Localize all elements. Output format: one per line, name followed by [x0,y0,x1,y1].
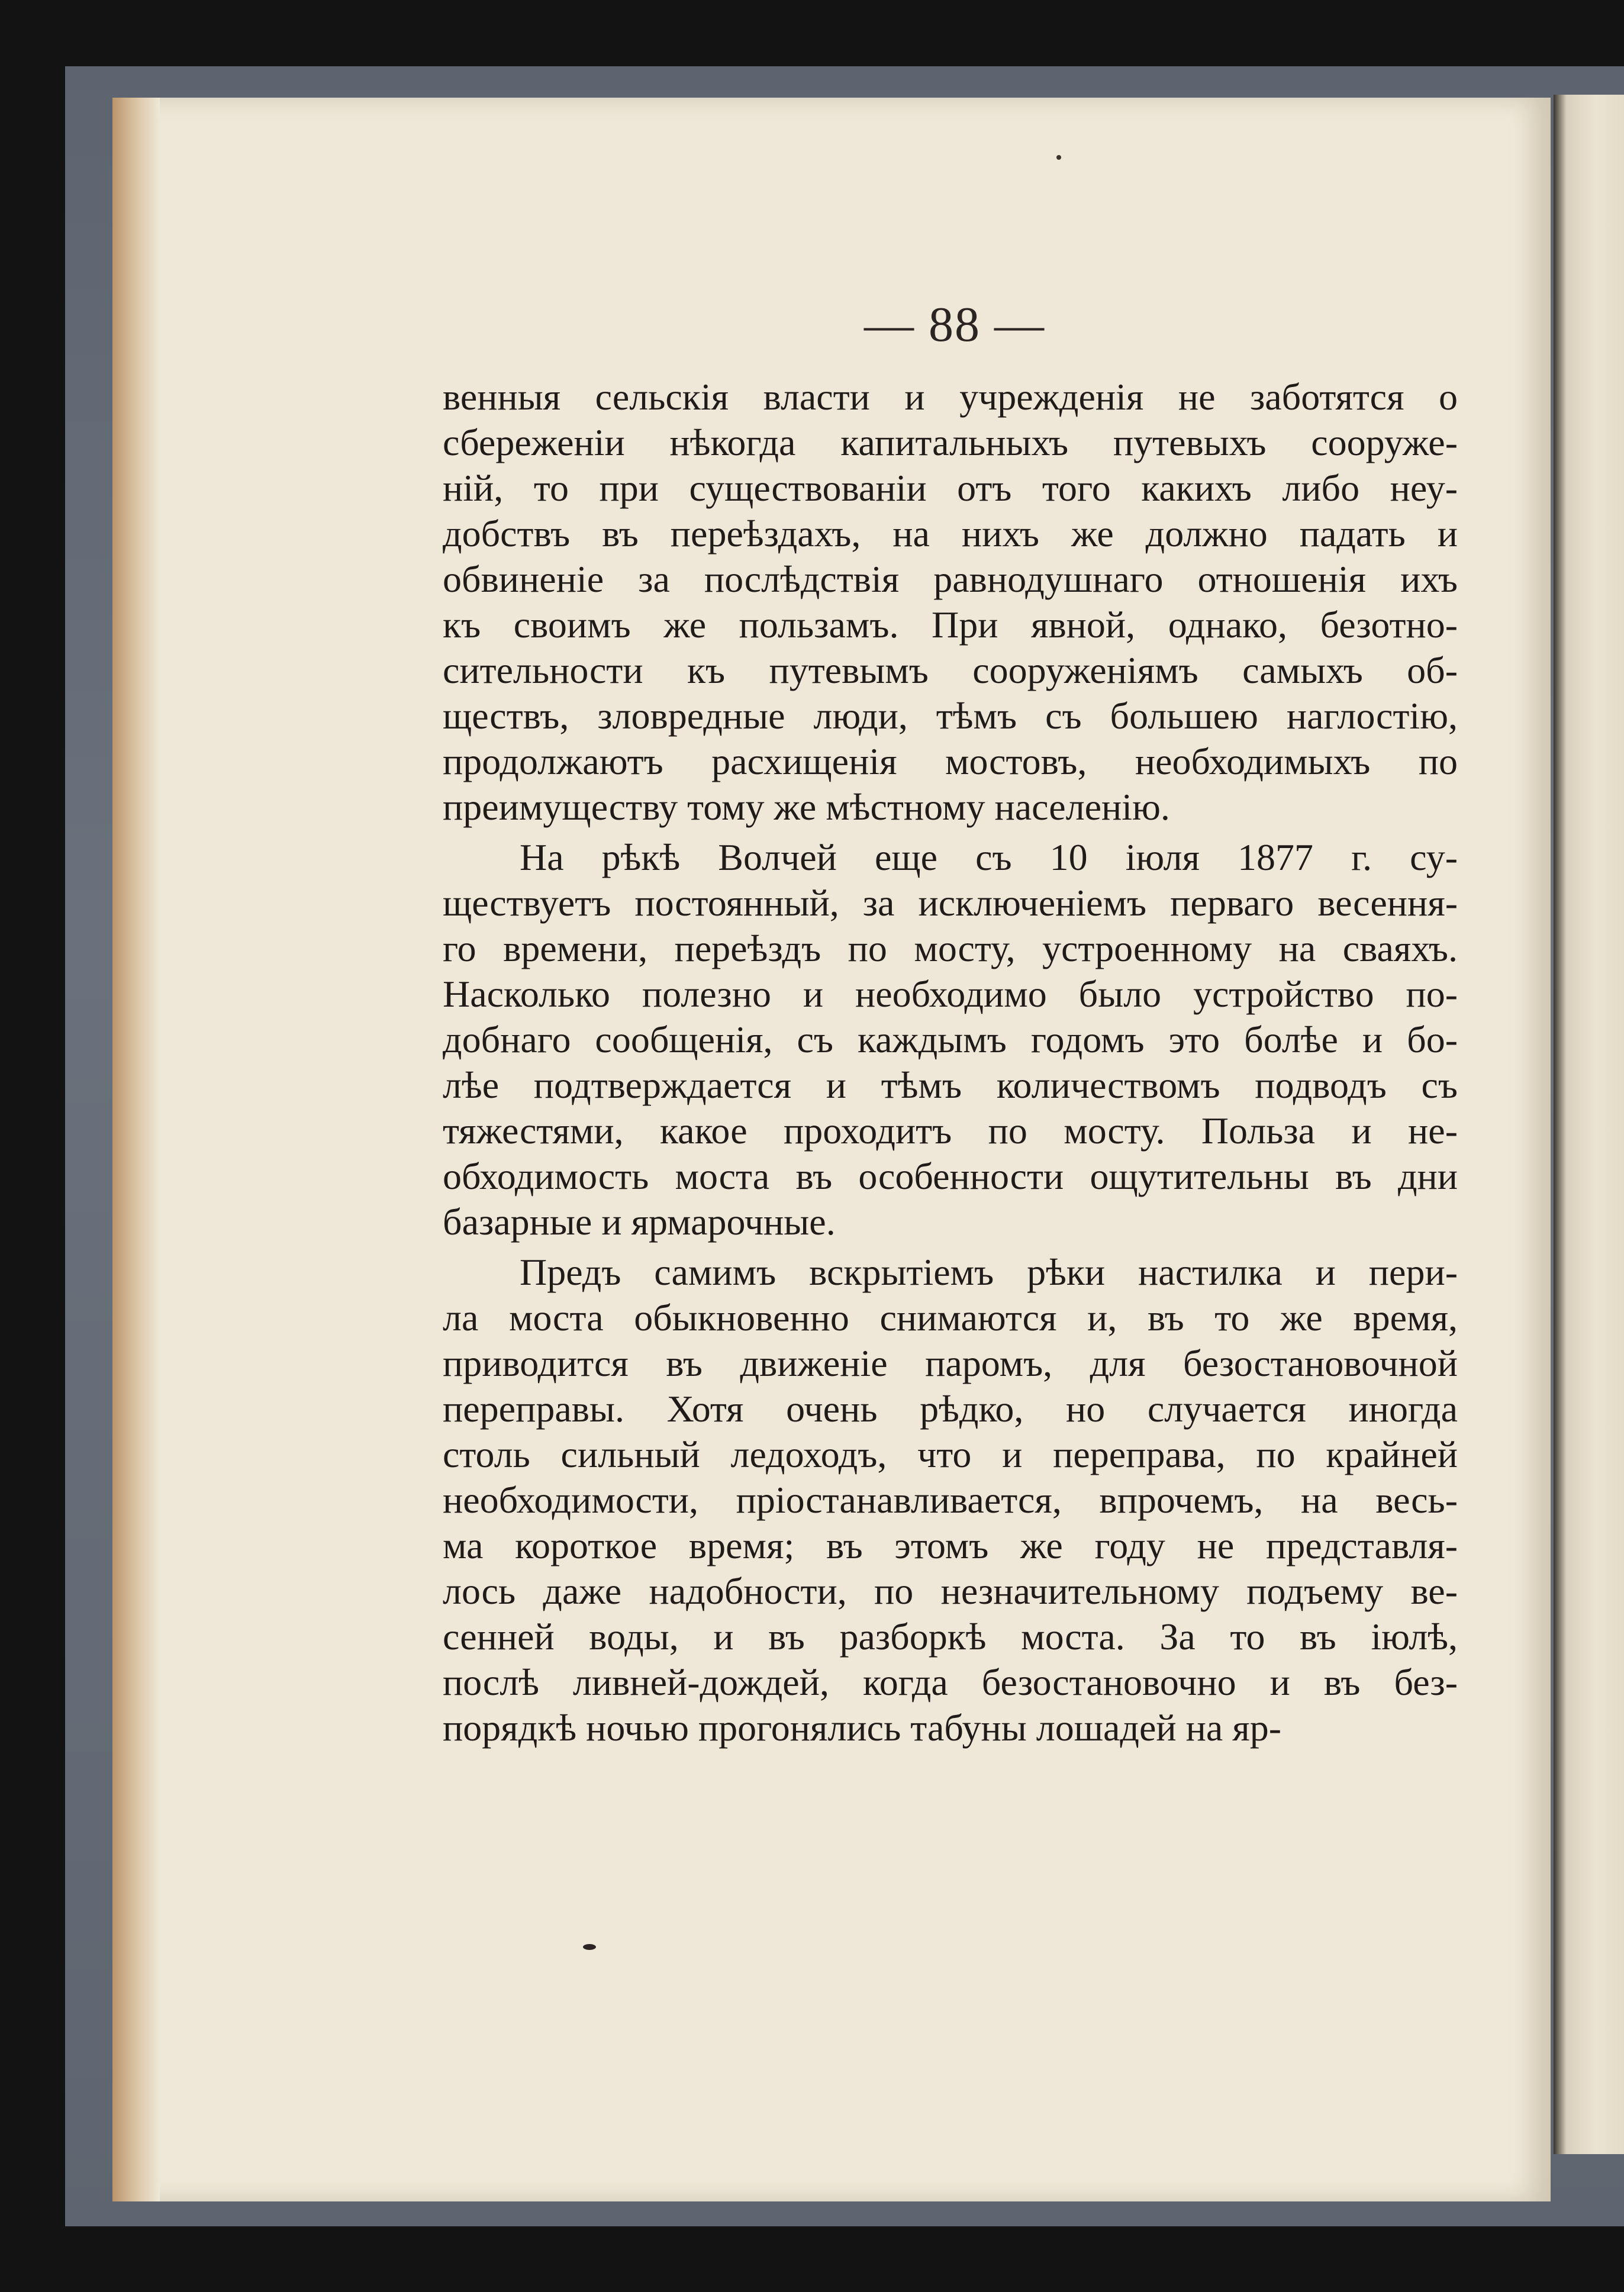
text-line: ществъ, зловредные люди, тѣмъ съ большею наглостію, [443,695,1458,737]
text-line: сительности къ путевымъ сооруженіямъ самыхъ об- [443,649,1458,691]
text-line: переправы. Хотя очень рѣдко, но случается иногда [443,1388,1458,1430]
ink-mark [583,1944,596,1950]
text-line: венныя сельскія власти и учрежденія не заботятся о [443,376,1458,418]
paragraph [443,1249,1458,1751]
text-line: ла моста обыкновенно снимаются и, въ то же время, [443,1297,1458,1339]
text-line: Предъ самимъ вскрытіемъ рѣки настилка и пери- [520,1251,1458,1293]
text-line: приводится въ движеніе паромъ, для безостановочной [443,1342,1458,1384]
text-line: ма короткое время; въ этомъ же году не представля- [443,1524,1458,1566]
paragraph [443,374,1458,830]
text-line: сбереженіи нѣкогда капитальныхъ путевыхъ сооруже- [443,421,1458,463]
text-line: сенней воды, и въ разборкѣ моста. За то въ іюлѣ, [443,1616,1458,1658]
text-line: ній, то при существованіи отъ того какихъ либо неу- [443,467,1458,509]
text-line: лось даже надобности, по незначительному подъему ве- [443,1570,1458,1612]
text-line: необходимости, пріостанавливается, впрочемъ, на весь- [443,1479,1458,1521]
text-line: продолжаютъ расхищенія мостовъ, необходимыхъ по [443,740,1458,782]
text-line: преимуществу тому же мѣстному населенію. [443,786,1170,828]
adjacent-page-edge [1554,95,1624,2154]
text-line: лѣе подтверждается и тѣмъ количествомъ подводъ съ [443,1064,1458,1106]
paragraph [443,834,1458,1245]
text-line: ществуетъ постоянный, за исключеніемъ перваго весення- [443,882,1458,924]
body-text [443,374,1458,1755]
page-gutter-shadow [112,98,160,2201]
text-line: Насколько полезно и необходимо было устройство по- [443,973,1458,1015]
page-number: — 88 — [864,297,1045,352]
text-line: обходимость моста въ особенности ощутительны въ дни [443,1155,1458,1197]
text-line: го времени, переѣздъ по мосту, устроенному на сваяхъ. [443,927,1458,969]
text-line: обвиненіе за послѣдствія равнодушнаго отношенія ихъ [443,558,1458,600]
text-line: добствъ въ переѣздахъ, на нихъ же должно падать и [443,512,1458,555]
text-line: На рѣкѣ Волчей еще съ 10 іюля 1877 г. су- [520,836,1458,878]
text-line: послѣ ливней-дождей, когда безостановочно и въ без- [443,1661,1458,1703]
text-line: порядкѣ ночью прогонялись табуны лошадей на яр- [443,1707,1282,1749]
text-line: добнаго сообщенія, съ каждымъ годомъ это болѣе и бо- [443,1018,1458,1060]
text-line: столь сильный ледоходъ, что и переправа, по крайней [443,1433,1458,1475]
text-line: базарные и ярмарочные. [443,1201,836,1243]
text-line: къ своимъ же пользамъ. При явной, однако, безотно- [443,604,1458,646]
text-line: тяжестями, какое проходитъ по мосту. Польза и не- [443,1110,1458,1152]
paper-speck [1056,155,1061,160]
